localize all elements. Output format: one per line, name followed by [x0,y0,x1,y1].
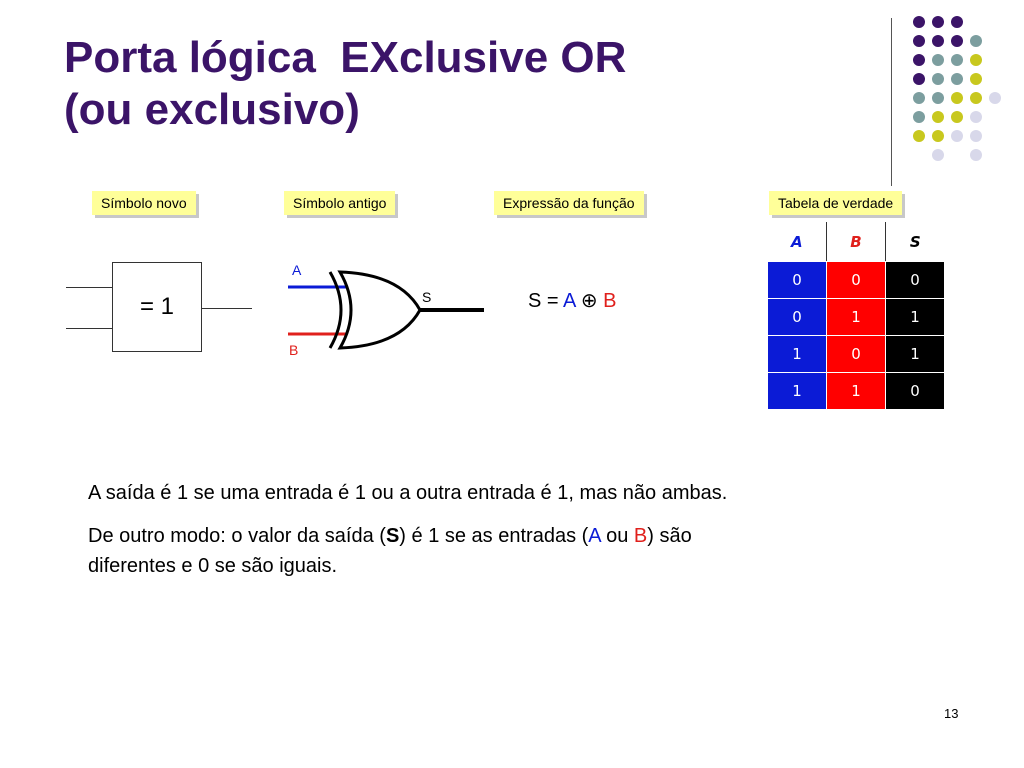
title-line-2: (ou exclusivo) [64,85,360,134]
xor-operator-icon: ⊕ [580,290,598,312]
expr-a: A [563,290,576,312]
header-a: A [768,223,827,262]
cell-b: 0 [827,262,886,299]
new-symbol-input-wire-a [66,287,112,288]
cell-s: 1 [886,336,945,373]
xor-gate-box-new-symbol [112,262,202,352]
cell-a: 1 [768,336,827,373]
table-row [768,373,945,410]
text-a: A [588,525,601,547]
slide-title [64,32,626,136]
xor-gate-old-symbol [280,258,500,368]
cell-s: 0 [886,373,945,410]
cell-a: 0 [768,262,827,299]
page-number: 13 [944,706,959,721]
input-a-label: A [292,262,302,278]
text-s: S [385,525,400,547]
text-line-3: diferentes e 0 se são iguais. [88,555,338,577]
output-s-label: S [422,289,432,305]
xor-back-curve [330,272,341,348]
header-s: S [886,223,945,262]
input-b-label: B [289,342,299,358]
header-b: B [827,223,886,262]
description-paragraph-2 [88,521,692,581]
new-symbol-input-wire-b [66,328,112,329]
truth-table [767,222,945,410]
dots [913,16,1001,161]
table-row [768,336,945,373]
cell-b: 0 [827,336,886,373]
label-old-symbol: Símbolo antigo [284,191,395,215]
xor-gate-body [340,272,420,348]
expr-b: B [603,290,617,312]
truth-table-header [768,223,945,262]
text-ou: ou [600,525,634,547]
vertical-divider [891,18,892,186]
cell-s: 0 [886,262,945,299]
table-row [768,299,945,336]
label-truth-table: Tabela de verdade [769,191,902,215]
gate-text: = 1 [139,293,175,320]
text-part: De outro modo: o valor da saída ( [88,525,386,547]
text-part: ) são [647,525,692,547]
table-row [768,262,945,299]
label-expression: Expressão da função [494,191,644,215]
new-symbol-output-wire [202,308,252,309]
cell-s: 1 [886,299,945,336]
title-line-1: Porta lógica EXclusive OR [64,33,627,82]
expr-lhs: S = [528,290,559,312]
text-b: B [633,525,648,547]
cell-a: 1 [768,373,827,410]
description-line-1: A saída é 1 se uma entrada é 1 ou a outra entrada é 1, mas não ambas. [88,482,728,504]
function-expression [528,288,617,313]
label-new-symbol: Símbolo novo [92,191,196,215]
cell-a: 0 [768,299,827,336]
text-part: ) é 1 se as entradas ( [399,525,589,547]
cell-b: 1 [827,373,886,410]
cell-b: 1 [827,299,886,336]
